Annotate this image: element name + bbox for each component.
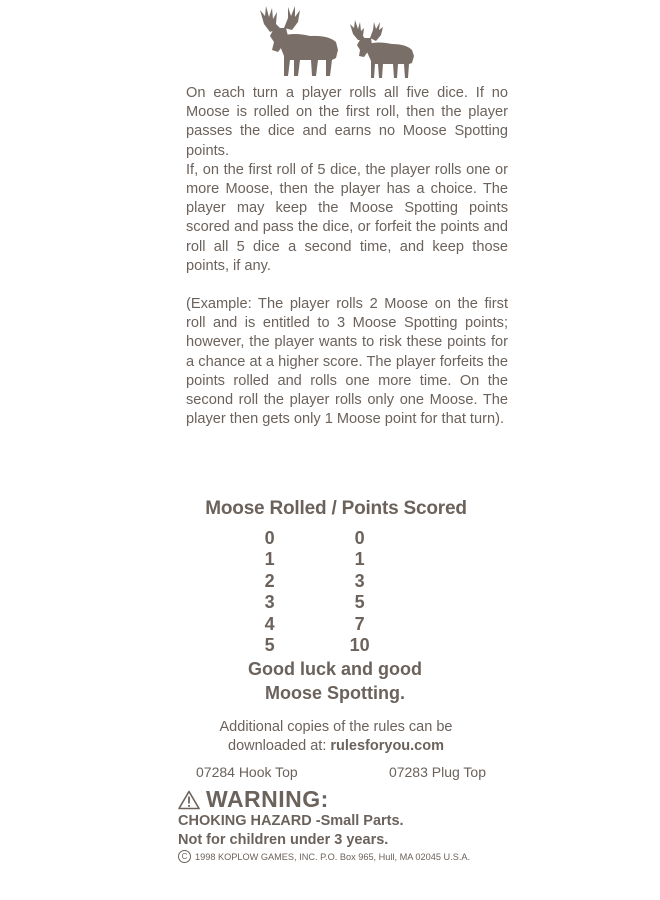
warning-title: WARNING: [206, 786, 329, 812]
copyright-line [178, 850, 470, 863]
scoring-row [240, 528, 420, 549]
closing-line-2: Moose Spotting. [265, 683, 405, 703]
copies-line-1: Additional copies of the rules can be [219, 719, 453, 735]
points-scored-value: 5 [354, 592, 365, 613]
scoring-table [240, 528, 420, 656]
moose-rolled-value: 4 [264, 613, 275, 634]
rules-paragraph-1: On each turn a player rolls all five dice. If no Moose is rolled on the first roll, then the player passes the dice and earns no Moose Spotting points. [186, 85, 508, 159]
scoring-row [240, 592, 420, 613]
rules-paragraph-2: If, on the first roll of 5 dice, the player rolls one or more Moose, then the player has a choice. The player may keep the Moose Spotting points scored and pass the dice, or forfeit the points and roll all 5 dice a second time, and keep those points, if any. [186, 161, 508, 274]
warning-triangle-icon [178, 790, 200, 810]
scoring-row [240, 549, 420, 570]
copyright-text: 1998 KOPLOW GAMES, INC. P.O. Box 965, Hull, MA 02045 U.S.A. [195, 851, 471, 862]
warning-header [178, 786, 329, 813]
moose-logo [250, 2, 430, 82]
hazard-line-1: CHOKING HAZARD -Small Parts. [178, 813, 404, 829]
copies-line-2 [186, 737, 486, 756]
rules-text [186, 84, 508, 429]
scoring-row [240, 571, 420, 592]
model-numbers [196, 764, 486, 780]
scoring-row [240, 614, 420, 635]
points-scored-value: 10 [349, 634, 370, 655]
moose-rolled-value: 0 [264, 528, 275, 548]
scoring-title: Moose Rolled / Points Scored [205, 498, 467, 519]
additional-copies-note [186, 718, 486, 756]
scoring-row [240, 635, 420, 656]
rules-example: (Example: The player rolls 2 Moose on the first roll and is entitled to 3 Moose Spotting points; however, the player wants to risk these points for a chance at a higher score. The player forfeits the points rolled and rolls one more time. On the second roll the player rolls only one Moose. The player then gets only 1 Moose point for that turn). [186, 296, 508, 428]
moose-rolled-value: 1 [264, 549, 275, 570]
hazard-line-2: Not for children under 3 years. [178, 832, 389, 848]
copies-prefix: downloaded at: [228, 738, 331, 754]
model-hook-top: 07284 Hook Top [196, 764, 298, 780]
moose-pair-icon [250, 2, 430, 82]
moose-rolled-value: 2 [264, 570, 275, 591]
model-plug-top: 07283 Plug Top [388, 764, 486, 780]
points-scored-value: 3 [354, 570, 365, 591]
rules-website-link[interactable]: rulesforyou.com [330, 738, 444, 754]
moose-rolled-value: 5 [264, 634, 275, 655]
moose-rolled-value: 3 [264, 592, 275, 613]
copyright-icon: C [178, 850, 191, 863]
points-scored-value: 0 [354, 528, 365, 548]
points-scored-value: 1 [354, 549, 365, 570]
points-scored-value: 7 [354, 613, 365, 634]
closing-line-1: Good luck and good [248, 659, 422, 679]
closing-message [200, 657, 470, 705]
choking-hazard-text [178, 812, 404, 850]
